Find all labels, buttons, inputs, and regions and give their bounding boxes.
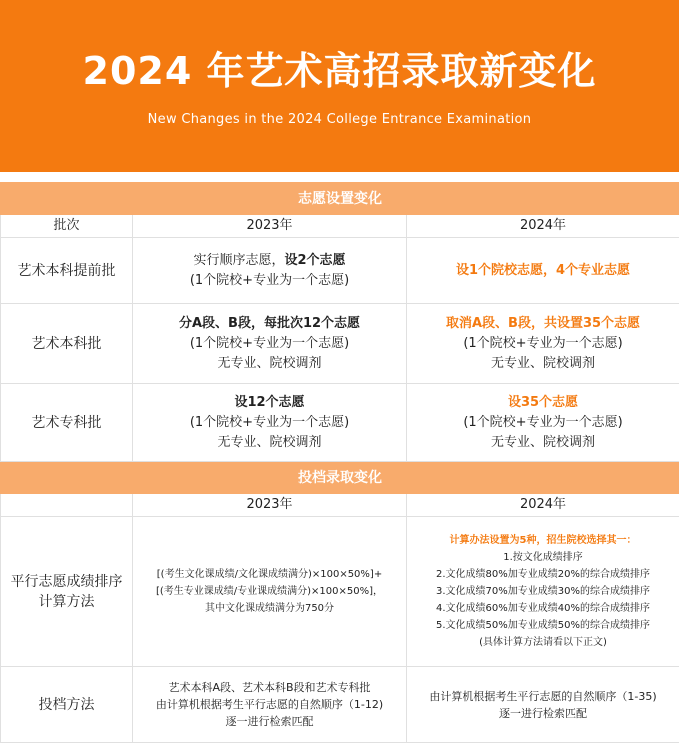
cell-text: 逐一进行检索匹配 xyxy=(499,706,587,720)
formula-line: [(考生文化课成绩/文化课成绩满分)×100×50%]+ xyxy=(156,569,383,580)
cell-text: 无专业、院校调剂 xyxy=(217,434,322,450)
cell-text: (1个院校+专业为一个志愿) xyxy=(463,335,623,351)
cell-text-bold: 设12个志愿 xyxy=(234,394,305,410)
cell-text: 无专业、院校调剂 xyxy=(217,355,322,371)
table-row xyxy=(1,384,679,462)
table-row xyxy=(1,238,679,304)
cell-text: 艺术本科A段、艺术本科B段和艺术专科批 xyxy=(168,681,371,694)
column-header-2023: 2023年 xyxy=(133,215,407,238)
column-header-empty xyxy=(1,494,133,517)
table-row xyxy=(1,667,679,743)
table-row xyxy=(1,304,679,384)
cell-2023 xyxy=(133,384,407,462)
cell-text: 无专业、院校调剂 xyxy=(490,434,595,450)
column-header-row xyxy=(1,215,679,238)
column-header-row xyxy=(1,494,679,517)
cell-2024 xyxy=(407,517,679,667)
cell-2024 xyxy=(407,304,679,384)
cell-2024 xyxy=(407,384,679,462)
list-item: 5.文化成绩50%加专业成绩50%的综合成绩排序 xyxy=(436,620,650,631)
cell-text-bold: 设2个志愿 xyxy=(284,252,346,268)
list-item: 2.文化成绩80%加专业成绩20%的综合成绩排序 xyxy=(436,569,650,580)
cell-text: 实行顺序志愿， xyxy=(193,252,285,268)
list-item: 3.文化成绩70%加专业成绩30%的综合成绩排序 xyxy=(436,586,650,597)
cell-text-highlight: 设1个院校志愿，4个专业志愿 xyxy=(455,262,631,278)
row-label: 艺术专科批 xyxy=(1,384,133,462)
cell-text-bold: 分A段、B段，每批次12个志愿 xyxy=(178,315,361,331)
cell-text-highlight: 设35个志愿 xyxy=(507,394,579,410)
cell-2023 xyxy=(133,304,407,384)
row-label-line: 计算方法 xyxy=(38,593,95,610)
note: (具体计算方法请看以下正文) xyxy=(479,637,607,648)
cell-text: (1个院校+专业为一个志愿) xyxy=(189,335,350,351)
column-header-batch: 批次 xyxy=(1,215,133,238)
changes-table xyxy=(0,182,679,743)
section-title: 志愿设置变化 xyxy=(1,183,679,215)
row-label xyxy=(1,517,133,667)
row-label: 投档方法 xyxy=(1,667,133,743)
cell-text: 由计算机根据考生平行志愿的自然顺序（1-35) xyxy=(429,689,657,703)
section-title: 投档录取变化 xyxy=(1,462,679,494)
cell-2023 xyxy=(133,667,407,743)
row-label-line: 平行志愿成绩排序 xyxy=(10,573,123,590)
cell-text: (1个院校+专业为一个志愿) xyxy=(189,272,350,288)
cell-text: 逐一进行检索匹配 xyxy=(225,715,314,728)
list-item: 1.按文化成绩排序 xyxy=(503,552,583,563)
cell-2023 xyxy=(133,517,407,667)
cell-2024 xyxy=(407,238,679,304)
cell-text: (1个院校+专业为一个志愿) xyxy=(463,414,623,430)
cell-text: 无专业、院校调剂 xyxy=(490,355,595,371)
cell-2024 xyxy=(407,667,679,743)
cell-text-highlight: 取消A段、B段，共设置35个志愿 xyxy=(445,315,641,331)
header-banner xyxy=(0,0,679,172)
cell-2023 xyxy=(133,238,407,304)
cell-text: 由计算机根据考生平行志愿的自然顺序（1-12) xyxy=(155,698,384,711)
page-title: 2024 年艺术高招录取新变化 xyxy=(82,49,597,93)
formula-line: 其中文化课成绩满分为750分 xyxy=(204,603,335,614)
column-header-2024: 2024年 xyxy=(407,215,679,238)
section-header-volunteer-settings xyxy=(1,183,679,215)
row-label: 艺术本科批 xyxy=(1,304,133,384)
list-item: 4.文化成绩60%加专业成绩40%的综合成绩排序 xyxy=(436,603,650,614)
formula-line: [(考生专业课成绩/专业课成绩满分)×100×50%]， xyxy=(155,586,384,597)
cell-text-highlight: 计算办法设置为5种，招生院校选择其一： xyxy=(449,535,637,546)
page-subtitle: New Changes in the 2024 College Entrance Examination xyxy=(147,112,532,127)
column-header-2023: 2023年 xyxy=(133,494,407,517)
table-row xyxy=(1,517,679,667)
divider xyxy=(0,172,679,182)
row-label: 艺术本科提前批 xyxy=(1,238,133,304)
section-header-admission-changes xyxy=(1,462,679,494)
column-header-2024: 2024年 xyxy=(407,494,679,517)
cell-text: (1个院校+专业为一个志愿) xyxy=(189,414,350,430)
